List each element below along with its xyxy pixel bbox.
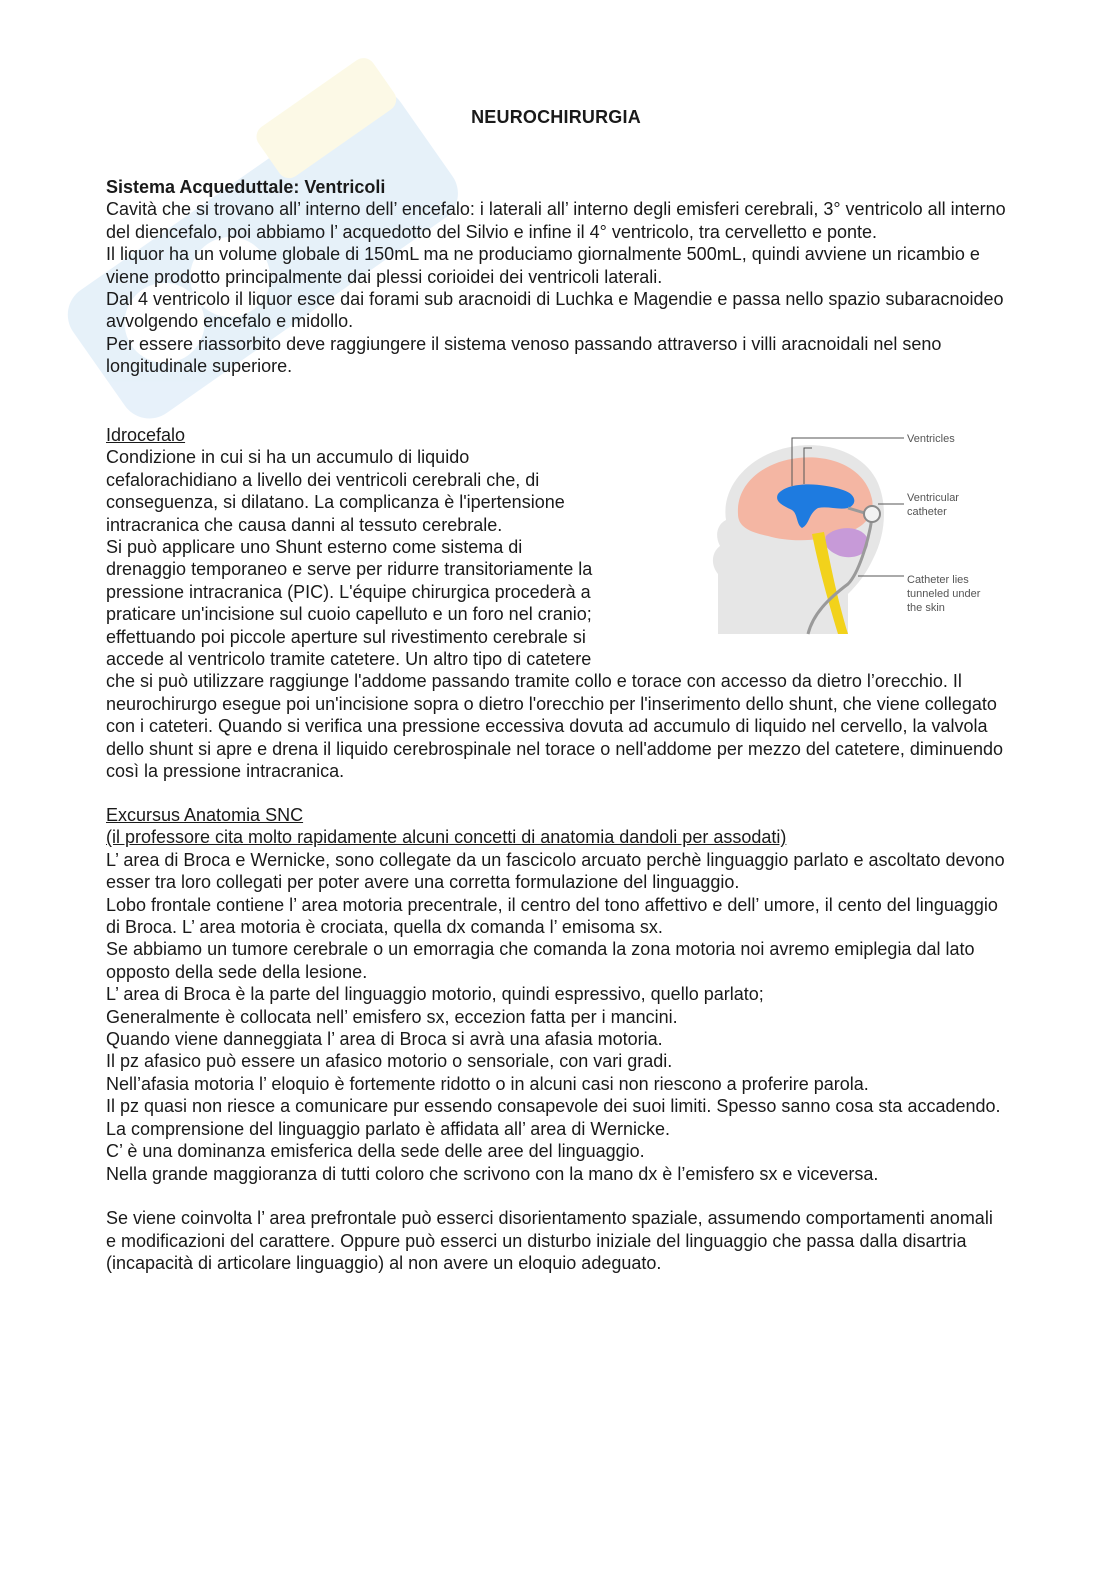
paragraph: Il pz quasi non riesce a comunicare pur essendo consapevole dei suoi limiti. Spesso sanno cosa sta accadendo.	[106, 1096, 1001, 1117]
paragraph: Quando viene danneggiata l’ area di Broca si avrà una afasia motoria.	[106, 1029, 663, 1050]
paragraph: Il pz afasico può essere un afasico motorio o sensoriale, con vari gradi.	[106, 1051, 673, 1072]
text-line: praticare un'incisione sul cuoio capelluto e un foro nel cranio;	[106, 604, 592, 625]
paragraph: Nella grande maggioranza di tutti coloro che scrivono con la mano dx è l’emisfero sx e viceversa.	[106, 1163, 879, 1184]
section-excursus	[106, 804, 1006, 1275]
section-heading: Excursus Anatomia SNC	[106, 805, 304, 825]
section-subheading: (il professore cita molto rapidamente alcuni concetti di anatomia dandoli per assodati)	[106, 827, 787, 848]
paragraph: L’ area di Broca è la parte del linguaggio motorio, quindi espressivo, quello parlato;	[106, 984, 764, 1005]
text-line: conseguenza, si dilatano. La complicanza è l'ipertensione	[106, 492, 565, 513]
paragraph: che si può utilizzare raggiunge l'addome passando tramite collo e torace con accesso da dietro l’orecchio. Il neurochirurgo esegue poi un'incisione sopra o dietro l'orecchio per l'inserimento dello shunt, che viene collegato con i cateteri. Quando si verifica una pressione eccessiva dovuta ad accumulo di liquido nel cervello, la valvola dello shunt si apre e drena il liquido cerebrospinale nel torace o nell'addome per mezzo del catetere, diminuendo così la pressione intracranica.	[106, 671, 1003, 782]
paragraph: Nell’afasia motoria l’ eloquio è fortemente ridotto o in alcuni casi non riescono a proferire parola.	[106, 1073, 869, 1094]
paragraph: Per essere riassorbito deve raggiungere il sistema venoso passando attraverso i villi aracnoidali nel seno longitudinale superiore.	[106, 333, 942, 377]
text-line: accede al ventricolo tramite catetere. Un altro tipo di catetere	[106, 649, 592, 670]
paragraph: Cavità che si trovano all’ interno dell’ encefalo: i laterali all’ interno degli emisferi cerebrali, 3° ventricolo all interno del diencefalo, poi abbiamo l’ acquedotto del Silvio e infine il 4° ventricolo, tra cervelletto e ponte.	[106, 199, 1006, 242]
paragraph: Se viene coinvolta l’ area prefrontale può esserci disorientamento spaziale, assumendo comportamenti anomali e modificazioni del carattere. Oppure può esserci un disturbo iniziale del linguaggio che passa dalla disartria (incapacità di articolare linguaggio) al non avere un eloquio adeguato.	[106, 1208, 993, 1274]
paragraph: Dal 4 ventricolo il liquor esce dai forami sub aracnoidi di Luchka e Magendie e passa nello spazio subaracnoideo avvolgendo encefalo e midollo.	[106, 289, 1004, 332]
figure-label-catheter: Ventricular catheter	[907, 492, 959, 518]
shunt-valve	[864, 506, 880, 522]
paragraph: Generalmente è collocata nell’ emisfero sx, eccezion fatta per i mancini.	[106, 1006, 678, 1027]
page-title: NEUROCHIRURGIA	[471, 107, 641, 127]
paragraph: Il liquor ha un volume globale di 150mL ma ne produciamo giornalmente 500mL, quindi avviene un ricambio e viene prodotto principalmente dai plessi corioidei dei ventricoli laterali.	[106, 244, 980, 287]
paragraph: Se abbiamo un tumore cerebrale o un emorragia che comanda la zona motoria noi avremo emiplegia dal lato opposto della sede della lesione.	[106, 939, 975, 982]
section-heading: Sistema Acqueduttale: Ventricoli	[106, 177, 386, 197]
text-line: drenaggio temporaneo e serve per ridurre transitoriamente la	[106, 559, 593, 580]
text-line: Condizione in cui si ha un accumulo di liquido	[106, 447, 470, 468]
figure-label-ventricles: Ventricles	[907, 433, 955, 445]
text-line: effettuando poi piccole aperture sul rivestimento cerebrale si	[106, 626, 586, 647]
paragraph: La comprensione del linguaggio parlato è affidata all’ area di Wernicke.	[106, 1118, 671, 1139]
paragraph: L’ area di Broca e Wernicke, sono collegate da un fascicolo arcuato perchè linguaggio parlato e ascoltato devono esser tra loro collegati per poter avere una corretta formulazione del linguaggio.	[106, 849, 1005, 893]
text-line: intracranica che causa danni al tessuto cerebrale.	[106, 514, 503, 535]
section-ventricoli	[106, 176, 1006, 378]
paragraph: Lobo frontale contiene l’ area motoria precentrale, il centro del tono affettivo e dell’ umore, il cento del linguaggio di Broca. L’ area motoria è crociata, quella dx comanda l’ emisoma sx.	[106, 894, 998, 938]
figure-label-tunneled: Catheter lies tunneled under the skin	[907, 574, 981, 614]
shunt-illustration	[708, 424, 1004, 640]
section-heading: Idrocefalo	[106, 425, 186, 445]
text-line: cefalorachidiano a livello dei ventricoli cerebrali che, di	[106, 469, 540, 490]
text-line: Si può applicare uno Shunt esterno come sistema di	[106, 537, 523, 558]
paragraph: C’ è una dominanza emisferica della sede delle aree del linguaggio.	[106, 1141, 645, 1162]
text-line: pressione intracranica (PIC). L'équipe chirurgica procederà a	[106, 581, 591, 602]
